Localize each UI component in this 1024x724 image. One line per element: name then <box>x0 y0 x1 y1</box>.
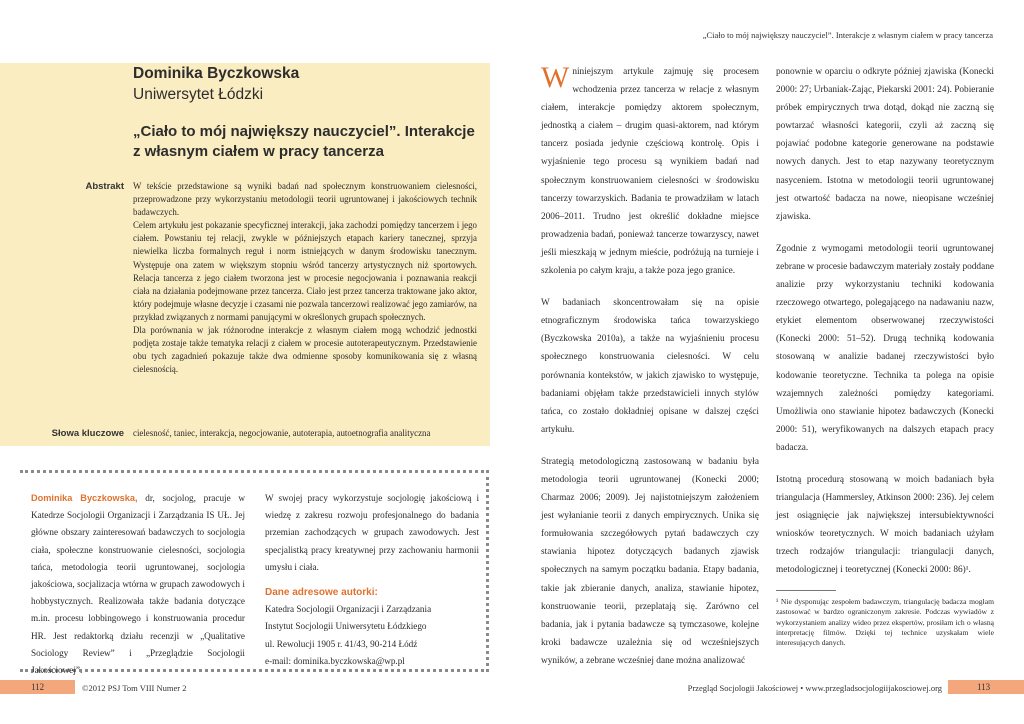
bio-text-right: W swojej pracy wykorzystuje socjologię jakościową i wiedzę z zakresu rozwoju profesjonalnego do badania przemian zachodzących w grupach zawodowych. Jest specjalistką pracy kreatywnej przy zachowaniu harmonii umysłu i ciała. <box>265 493 479 572</box>
address-heading: Dane adresowe autorki: <box>265 587 378 599</box>
footer-text-right: Przegląd Socjologii Jakościowej • www.przegladsocjologiijakosciowej.org <box>687 683 942 693</box>
running-head: „Ciało to mój największy nauczyciel”. Interakcje z własnym ciałem w pracy tancerza <box>702 30 993 40</box>
footnote: ¹ Nie dysponując zespołem badawczym, triangulację badacza mogłam zastosować w bardzo ograniczonym zakresie. Podczas wywiadów z wykorzystaniem analizy wideo przez ekspertów, prosiłam ich o własną interpretację filmów. Dzięki tej technice uzyskałam wiele interesujących danych. <box>776 597 994 648</box>
bio-left-column <box>31 490 245 679</box>
abstract-paragraph: Dla porównania w jak różnorodne interakcje z własnym ciałem mogą wchodzić jednostki podjęta zostaje także tematyka relacji z ciałem w procesie autoterapeutycznym. Przedstawienie obu tych zagadnień pokazuje także dwa odmienne sposoby komunikowania się z własną cielesnością. <box>133 325 477 375</box>
page-number-right: 113 <box>977 682 991 692</box>
footnote-rule <box>776 590 836 591</box>
body-paragraph: ponownie w oparciu o odkryte później zjawiska (Konecki 2000: 27; Urbaniak-Zając, Piekarski 2001: 24). Pobieranie próbek empirycznych trwa dotąd, dokąd nie zaczną się powtarzać własności kategorii, czyli aż zaczną się pojawiać podobne kategorie generowane na podstawie nowych danych. Jest to etap nazywany teoretycznym nasyceniem. Istotna w metodologii teorii ugruntowanej jest otwartość badacza na nowe, nieopisane wcześniej zjawiska. <box>776 67 994 222</box>
author-name: Dominika Byczkowska <box>133 65 300 82</box>
abstract-paragraph: W tekście przedstawione są wyniki badań nad społecznym konstruowaniem cielesności, przeprowadzone przy wykorzystaniu metodologii teorii ugruntowanej i jakościowych technik badawczych. <box>133 181 477 218</box>
abstract-text <box>133 180 477 376</box>
body-paragraph: Zgodnie z wymogami metodologii teorii ugruntowanej zebrane w procesie badawczym materiały zostały poddane analizie przy wykorzystaniu techniki kodowania rzeczowego otwartego, polegającego na nadawaniu nazw, etykiet elementom obserwowanej rzeczywistości (Konecki 2000: 51–52). Drugą techniką kodowania stosowaną w analizie badanej rzeczywistości było kodowanie teoretyczne. Technika ta polega na opisie wzajemnych zależności pomiędzy kategoriami. Umożliwia ono stawianie hipotez badawczych (Konecki 2000: 51), weryfikowanych na dalszych etapach pracy badacza. <box>776 243 994 453</box>
bio-text-left: dr, socjolog, pracuje w Katedrze Socjologii Organizacji i Zarządzania IS UŁ. Jej główne obszary zainteresowań badawczych to socjologia ciała, społeczne konstruowanie cielesności, socjologia tańca, metodologia teorii ugruntowanej, socjologia jakościowa, socjalizacja wtórna w grupach zawodowych i hobbystycznych. Realizowała także badania dotyczące m.in. procesu lobbingowego i konstruowania procedur HR. Jest redaktorką działu recenzji w „Qualitative Sociology Review” i „Przeglądzie Socjologii Jakościowej”. <box>31 493 245 676</box>
abstract-paragraph: Celem artykułu jest pokazanie specyficznej interakcji, jaka zachodzi pomiędzy tancerzem i jego ciałem. Powstaniu tej relacji, zwykle w późniejszych etapach kariery tanecznej, sprzyja niewielka liczba formalnych reguł i norm istniejących w danym środowisku tanecznym. Występuje ona zatem w większym stopniu wśród tancerzy artystycznych niż sportowych. Relacja tancerza z jego ciałem tworzona jest w procesie negocjowania i poznawania reakcji ciała na działania podejmowane przez tancerza. Ciało jest przez tancerza traktowane jako aktor, który podejmuje własne decyzje i czasami nie pozwala tancerzowi realizować jego zamiarów, na przykład związanych z normami panującymi w określonych grupach społecznych. <box>133 220 477 322</box>
keywords-label: Słowa kluczowe <box>51 428 124 439</box>
body-paragraph: Strategią metodologiczną zastosowaną w badaniu była metodologia teorii ugruntowanej (Konecki 2000; Charmaz 2006; 2009). Jej najistotniejszym założeniem jest wyłanianie teorii z danych empirycznych. Unika się formułowania szczegółowych pytań badawczych czy stawiania hipotez dotyczących badanych zjawisk społecznych na samym początku badania. Etapy badania, takie jak zbieranie danych, analiza, stawianie hipotez, konstruowanie teorii, przeplatają się. Zarówno cel badania, jak i pytania badawcze są tymczasowe, kolejne kroki badawcze uzależnia się od wcześniejszych wyników, a zebrane wcześniej dane można analizować <box>541 456 759 666</box>
drop-cap: W <box>541 61 570 94</box>
address-line: Instytut Socjologii Uniwersytetu Łódzkiego <box>265 621 427 632</box>
abstract-label: Abstrakt <box>85 181 124 192</box>
bio-right-column <box>265 490 479 670</box>
page-number-left: 112 <box>31 682 45 692</box>
address-line: ul. Rewolucji 1905 r. 41/43, 90-214 Łódź <box>265 638 418 649</box>
address-line: Katedra Socjologii Organizacji i Zarządzania <box>265 604 432 615</box>
body-column-right <box>776 63 994 580</box>
body-paragraph: W badaniach skoncentrowałam się na opisie etnograficznym środowiska tańca towarzyskiego (Byczkowska 2010a), a także na wyjaśnieniu procesu społecznego konstruowania cielesności. W celu porównania kontekstów, w jakich zjawisko to występuje, badaniami objęłam także przedstawicieli innych stylów tańca, co zostało dokładniej opisane w dalszej części artykułu. <box>541 298 759 435</box>
body-column-middle <box>541 63 759 670</box>
body-paragraph: niniejszym artykule zajmuję się procesem wchodzenia przez tancerza w relacje z własnym ciałem, interakcje pomiędzy aktorem społecznym, jednostką a ciałem – drugim quasi-aktorem, nad którym tancerz posiada jedynie częściową kontrolę. Opis i wyjaśnienie tego procesu są wynikiem badań nad społecznym konstruowaniem cielesności w środowisku tancerzy towarzyskich. Badania te prowadziłam w latach 2006–2011. Trudno jest określić dokładne miejsce prowadzenia badań, ponieważ tancerze towarzyscy, nawet jeśli mieszkają w jednym mieście, podróżują na turnieje i szkolenia po całym kraju, a także poza jego granice. <box>541 67 759 277</box>
author-institution: Uniwersytet Łódzki <box>133 86 264 103</box>
article-title: „Ciało to mój największy nauczyciel”. Interakcje z własnym ciałem w pracy tancerza <box>133 123 475 160</box>
bio-author-name: Dominika Byczkowska, <box>31 493 138 503</box>
keywords-text: cielesność, taniec, interakcja, negocjowanie, autoterapia, autoetnografia analityczna <box>133 428 431 438</box>
footer-text-left: ©2012 PSJ Tom VIII Numer 2 <box>82 683 187 693</box>
body-paragraph: Istotną procedurą stosowaną w moich badaniach była triangulacja (Hammersley, Atkinson 2000: 236). Jej celem jest osiągnięcie jak największej intersubiektywności wniosków teoretycznych. W moich badaniach użyłam trzech rodzajów triangulacji: triangulacji danych, metodologicznej i teoretycznej (Konecki 2000: 86)¹. <box>776 474 994 576</box>
address-line: e-mail: dominika.byczkowska@wp.pl <box>265 655 405 666</box>
